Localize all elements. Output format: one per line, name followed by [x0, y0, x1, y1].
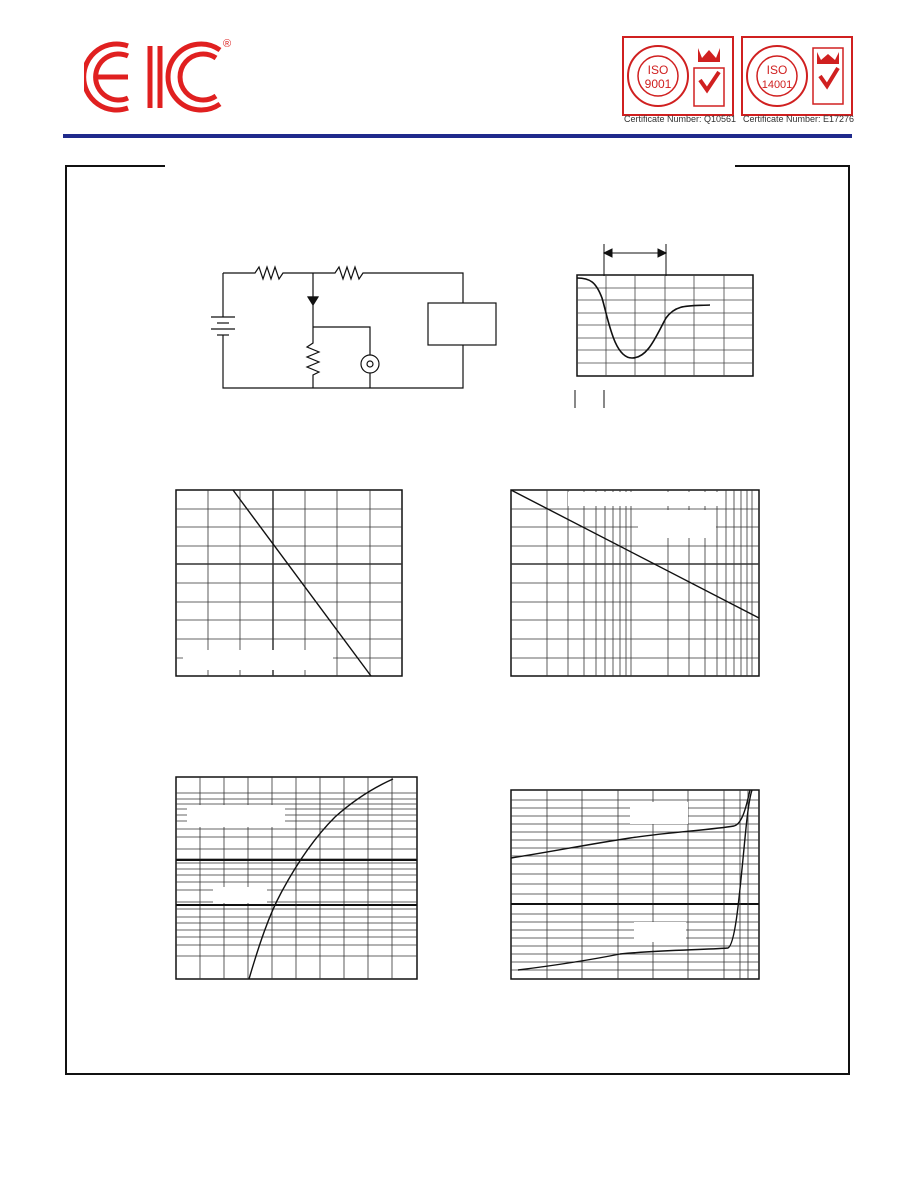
svg-text:ISO: ISO: [766, 63, 788, 77]
iso9001-seal-icon: [622, 36, 734, 116]
chart-logy-left-bottom: [175, 775, 420, 983]
registered-mark: ®: [223, 38, 232, 50]
recovery-waveform-chart: [570, 240, 760, 415]
eic-logo-icon: [84, 40, 224, 114]
iso14001-seal-icon: [741, 36, 853, 116]
cert2-number: Certificate Number: E17276: [743, 114, 855, 124]
svg-text:ISO: ISO: [647, 63, 669, 77]
chart-derating-left: [175, 488, 405, 680]
test-circuit-diagram: [195, 255, 505, 400]
cert1-number: Certificate Number: Q10561: [624, 114, 737, 124]
header-rule: [63, 134, 852, 138]
svg-text:9001: 9001: [644, 77, 672, 91]
chart-log-right-top: [510, 488, 762, 680]
frame-top-right: [735, 165, 850, 167]
svg-text:14001: 14001: [761, 79, 793, 91]
frame-top-left: [65, 165, 165, 167]
chart-logy-right-bottom: [510, 788, 762, 983]
